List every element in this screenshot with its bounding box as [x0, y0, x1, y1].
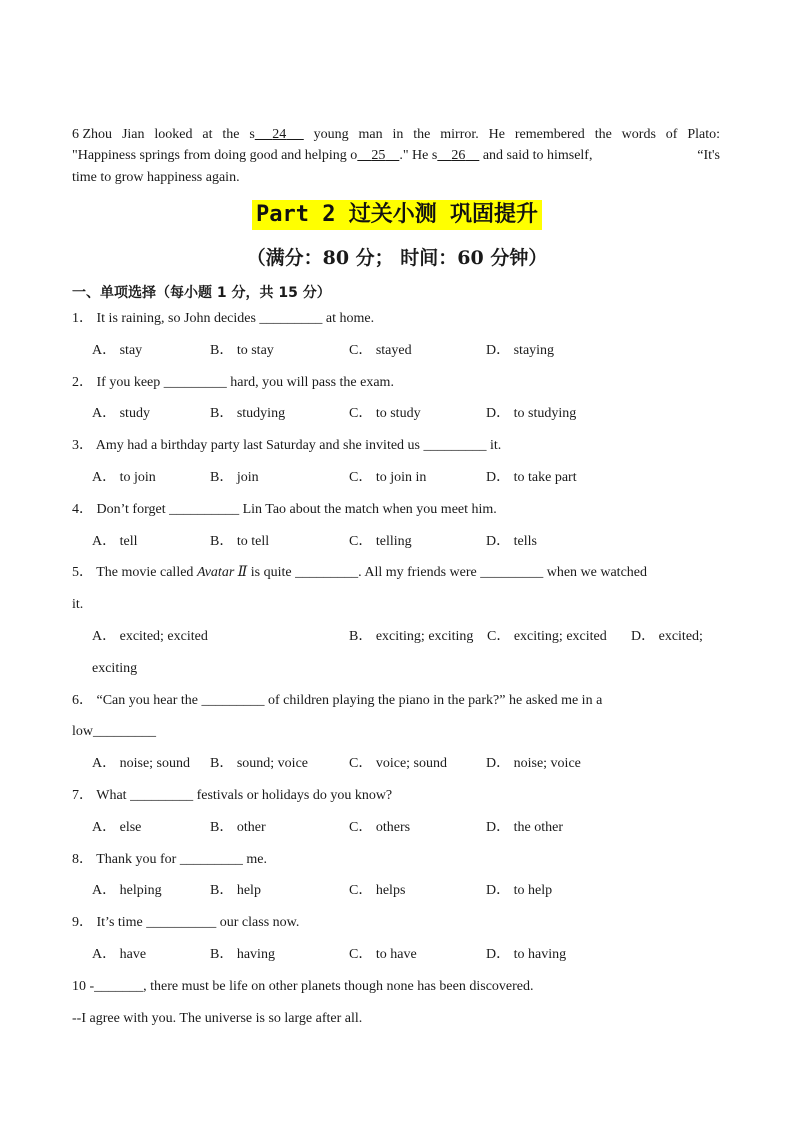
word: the: [413, 127, 431, 142]
word: in: [392, 127, 404, 142]
q6-option-d: D． noise; voice: [486, 756, 581, 771]
section-heading: 一、单项选择（每小题 1 分，共 15 分）: [72, 285, 331, 301]
q5-option-b: B． exciting; exciting: [349, 629, 474, 644]
question-2: 2． If you keep _________ hard, you will pass the exam.: [72, 375, 394, 390]
q2-option-c: C． to study: [349, 406, 421, 421]
question-6-cont: low_________: [72, 724, 156, 739]
word: He: [488, 127, 505, 142]
question-5-stem: 5． The movie called Avatar Ⅱ is quite _________. All my friends were _________ when we watched: [72, 565, 648, 580]
word: 6 Zhou: [72, 127, 113, 142]
q1-option-d: D． staying: [486, 343, 555, 358]
page-subtitle: （满分：80 分； 时间：60 分钟）: [246, 247, 548, 269]
q9-option-b: B． having: [210, 947, 275, 962]
passage-line-1: [72, 127, 720, 143]
q8-option-b: B． help: [210, 883, 261, 898]
word: Plato:: [687, 127, 720, 142]
question-5: [72, 565, 720, 581]
word: man: [358, 127, 383, 142]
question-10-reply: --I agree with you. The universe is so large after all.: [72, 1011, 363, 1026]
q4-option-b: B． to tell: [210, 534, 270, 549]
q9-option-d: D． to having: [486, 947, 567, 962]
question-9: 9． It’s time __________ our class now.: [72, 915, 300, 930]
q5-option-d: D． excited;: [631, 629, 703, 644]
q8-option-d: D． to help: [486, 883, 553, 898]
question-8: 8． Thank you for _________ me.: [72, 852, 267, 867]
blank-24: s 24: [249, 127, 287, 142]
q2-option-d: D． to studying: [486, 406, 577, 421]
q1-option-c: C． stayed: [349, 343, 412, 358]
q3-option-b: B． join: [210, 470, 259, 485]
question-6: 6． “Can you hear the _________ of children playing the piano in the park?” he asked me in a: [72, 693, 603, 708]
q6-option-b: B． sound; voice: [210, 756, 308, 771]
q9-option-a: A． have: [92, 947, 147, 962]
passage-line-2-text: "Happiness springs from doing good and helping o 25 ." He s 26 and said to himself,: [72, 148, 593, 163]
word: remembered: [514, 127, 585, 142]
q1-option-a: A． stay: [92, 343, 143, 358]
page-title: Part 2 过关小测 巩固提升: [252, 200, 542, 230]
q4-option-d: D． tells: [486, 534, 537, 549]
q5-option-a: A． excited; excited: [92, 629, 208, 644]
q7-option-a: A． else: [92, 820, 142, 835]
word: Jian: [121, 127, 145, 142]
q3-option-a: A． to join: [92, 470, 156, 485]
q9-option-c: C． to have: [349, 947, 417, 962]
q1-option-b: B． to stay: [210, 343, 274, 358]
q3-option-c: C． to join in: [349, 470, 427, 485]
question-3: 3． Amy had a birthday party last Saturday and she invited us _________ it.: [72, 438, 502, 453]
question-5-cont: it.: [72, 597, 84, 612]
q8-option-a: A． helping: [92, 883, 162, 898]
question-10: 10 -_______, there must be life on other planets though none has been discovered.: [72, 979, 534, 994]
word: the: [594, 127, 612, 142]
question-7: 7． What _________ festivals or holidays do you know?: [72, 788, 393, 803]
q5-option-d-cont: exciting: [92, 661, 138, 676]
word: of: [665, 127, 678, 142]
q2-option-b: B． studying: [210, 406, 286, 421]
q7-option-c: C． others: [349, 820, 411, 835]
word: looked: [154, 127, 193, 142]
word: young: [313, 127, 349, 142]
title-wrap: [0, 200, 794, 230]
word: words: [621, 127, 656, 142]
q8-option-c: C． helps: [349, 883, 406, 898]
q6-option-a: A． noise; sound: [92, 756, 190, 771]
q5-option-c: C． exciting; excited: [487, 629, 607, 644]
q3-option-d: D． to take part: [486, 470, 577, 485]
q4-option-a: A． tell: [92, 534, 138, 549]
word: mirror.: [440, 127, 479, 142]
q7-option-d: D． the other: [486, 820, 563, 835]
question-4: 4． Don’t forget __________ Lin Tao about the match when you meet him.: [72, 502, 497, 517]
word: at: [202, 127, 213, 142]
q7-option-b: B． other: [210, 820, 266, 835]
q2-option-a: A． study: [92, 406, 150, 421]
q4-option-c: C． telling: [349, 534, 412, 549]
word: “It's: [697, 148, 720, 163]
word: the: [222, 127, 240, 142]
movie-title: Avatar Ⅱ: [196, 565, 248, 580]
passage-line-2: [72, 148, 720, 164]
question-1: 1． It is raining, so John decides _________ at home.: [72, 311, 375, 326]
passage-line-3: time to grow happiness again.: [72, 170, 240, 185]
q6-option-c: C． voice; sound: [349, 756, 447, 771]
